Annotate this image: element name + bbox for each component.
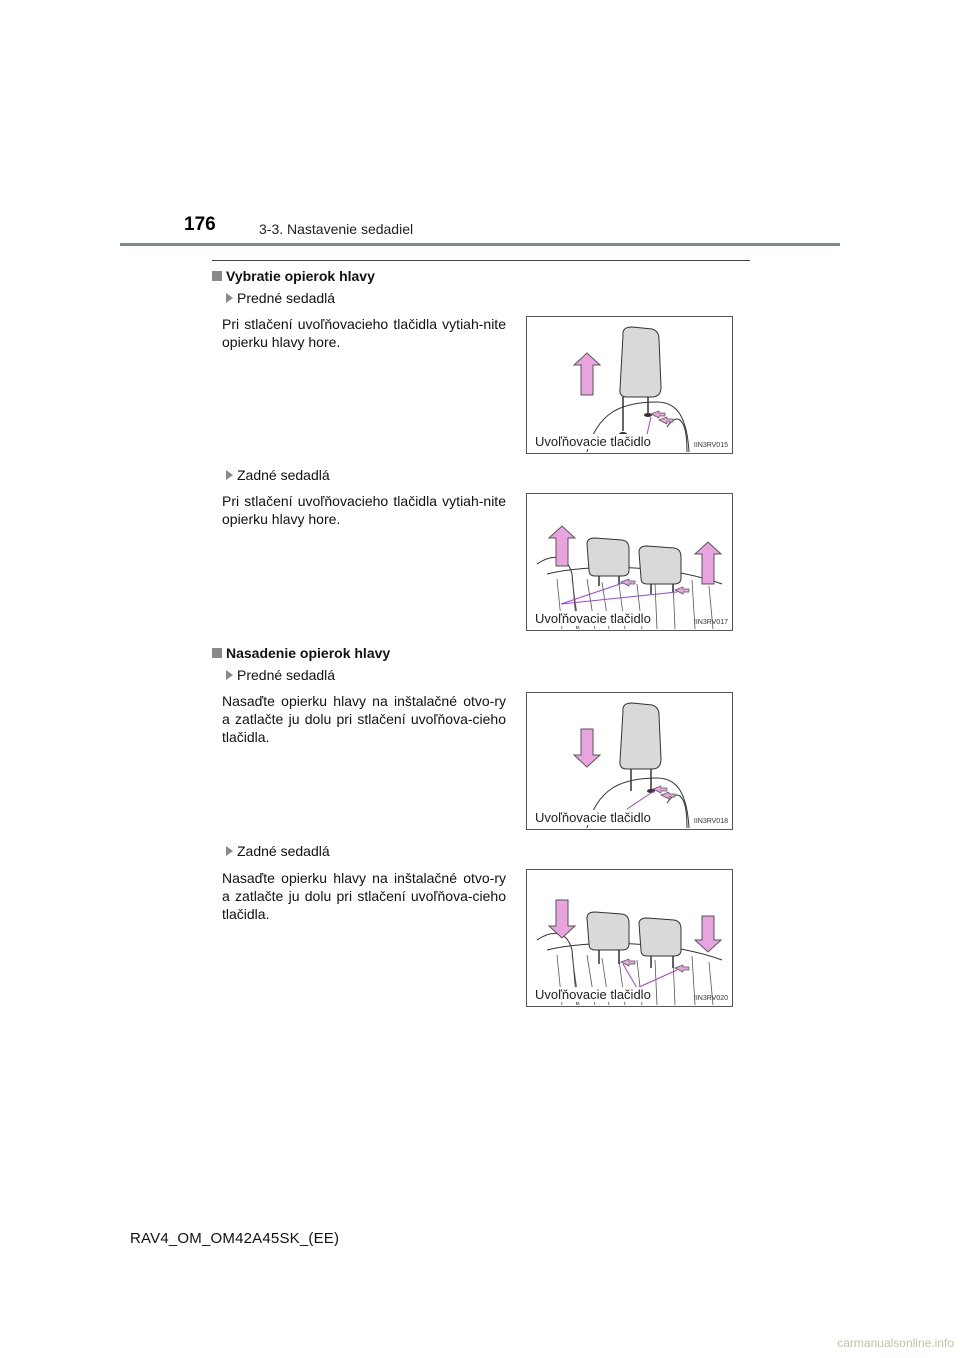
subheading-text: Predné sedadlá xyxy=(237,667,336,683)
document-code: RAV4_OM_OM42A45SK_(EE) xyxy=(130,1230,340,1247)
instruction-text: Nasaďte opierku hlavy na inštalačné otvo-ry a zatlačte ju dolu pri stlačení uvoľňova-cieho tlačidla. xyxy=(222,870,506,922)
subheading-front-seats xyxy=(226,290,335,306)
watermark-link[interactable]: carmanualsonline.info xyxy=(837,1336,954,1350)
figure-caption: Uvoľňovacie tlačidlo xyxy=(535,434,651,449)
triangle-bullet-icon xyxy=(226,293,233,303)
section-divider xyxy=(212,260,750,261)
headrest-illustration xyxy=(527,870,732,1006)
figure-front-remove xyxy=(526,316,733,454)
section-heading-text: Vybratie opierok hlavy xyxy=(226,268,375,284)
triangle-bullet-icon xyxy=(226,846,233,856)
instruction-text: Pri stlačení uvoľňovacieho tlačidla vytiah-nite opierku hlavy hore. xyxy=(222,493,506,527)
subheading-rear-seats xyxy=(226,467,330,483)
figure-front-install xyxy=(526,692,733,830)
section-heading-text: Nasadenie opierok hlavy xyxy=(226,645,391,661)
triangle-bullet-icon xyxy=(226,470,233,480)
figure-caption: Uvoľňovacie tlačidlo xyxy=(535,987,651,1002)
subheading-text: Zadné sedadlá xyxy=(237,467,330,483)
instruction-text: Nasaďte opierku hlavy na inštalačné otvo-ry a zatlačte ju dolu pri stlačení uvoľňova-cieho tlačidla. xyxy=(222,693,506,745)
square-bullet-icon xyxy=(212,271,222,281)
figure-code: IIN3RV020 xyxy=(693,995,728,1002)
section-heading-install xyxy=(212,645,390,661)
page-number: 176 xyxy=(184,214,216,235)
headrest-illustration xyxy=(527,317,732,453)
chapter-title: 3-3. Nastavenie sedadiel xyxy=(259,221,414,237)
figure-code: IIN3RV017 xyxy=(693,619,728,626)
triangle-bullet-icon xyxy=(226,670,233,680)
headrest-illustration xyxy=(527,494,732,630)
instruction-text: Pri stlačení uvoľňovacieho tlačidla vytiah-nite opierku hlavy hore. xyxy=(222,316,506,350)
header-divider xyxy=(120,243,840,246)
section-heading-remove xyxy=(212,268,375,284)
figure-caption: Uvoľňovacie tlačidlo xyxy=(535,810,651,825)
figure-caption: Uvoľňovacie tlačidlo xyxy=(535,611,651,626)
figure-code: IIN3RV015 xyxy=(693,442,728,449)
figure-rear-install xyxy=(526,869,733,1007)
square-bullet-icon xyxy=(212,648,222,658)
figure-code: IIN3RV018 xyxy=(693,818,728,825)
figure-rear-remove xyxy=(526,493,733,631)
headrest-illustration xyxy=(527,693,732,829)
subheading-text: Predné sedadlá xyxy=(237,290,336,306)
subheading-front-seats xyxy=(226,667,335,683)
subheading-rear-seats xyxy=(226,843,330,859)
subheading-text: Zadné sedadlá xyxy=(237,843,330,859)
